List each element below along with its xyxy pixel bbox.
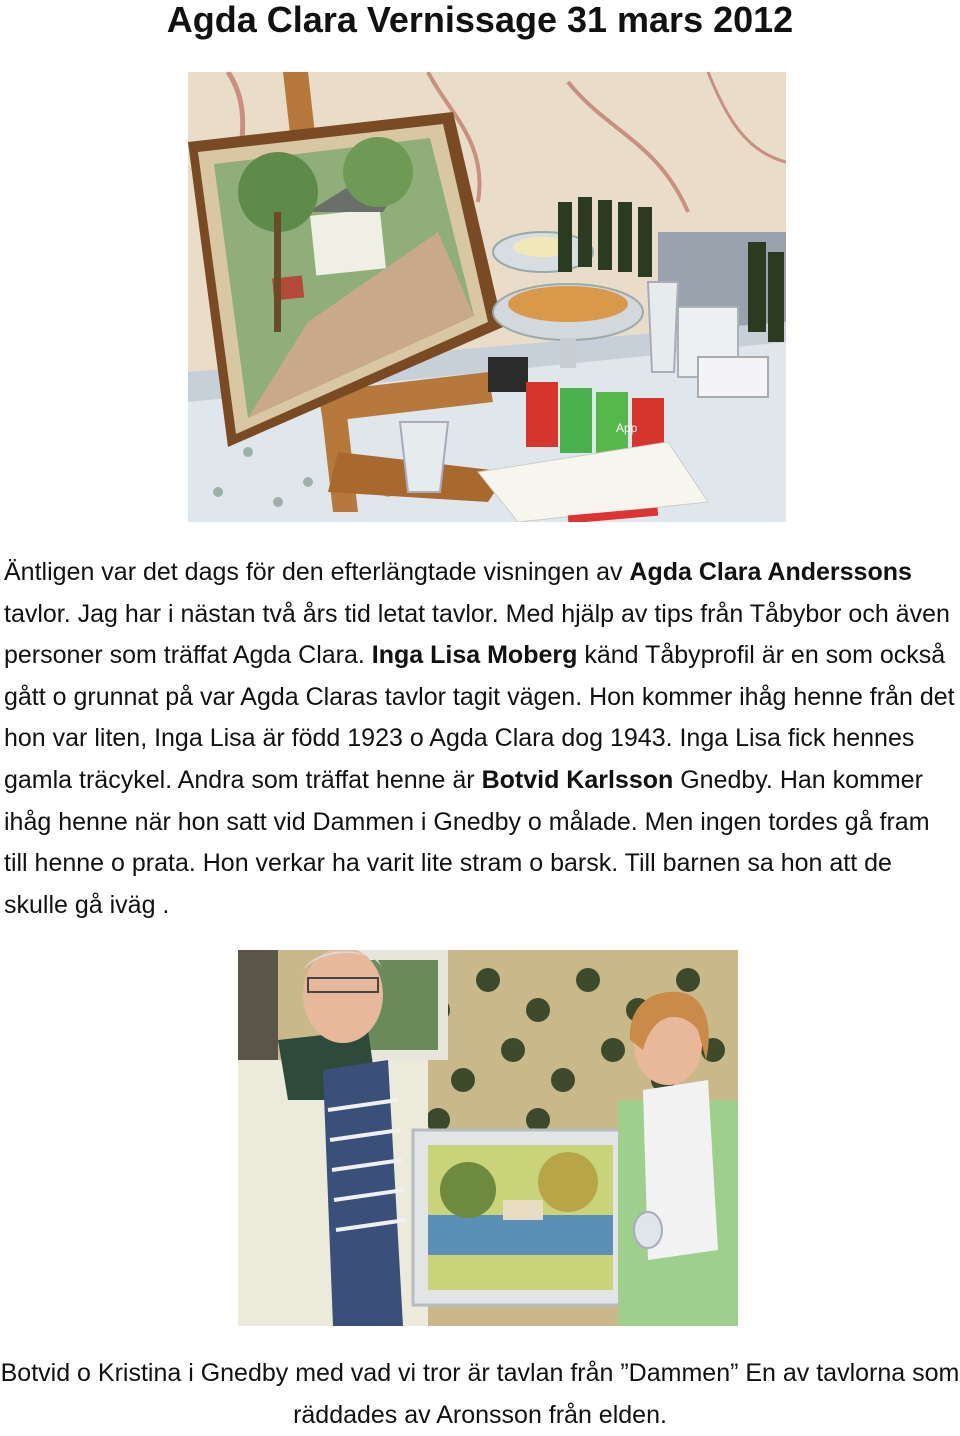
page-title: Agda Clara Vernissage 31 mars 2012 — [166, 0, 794, 40]
article-bold-name: Inga Lisa Moberg — [371, 641, 578, 670]
article-text-segment: Gnedby. Han kommer ihåg henne när hon satt vid Dammen i Gnedby o målade. Men ingen tordes gå fram till henne o prata. Hon verkar ha varit lite stram o barsk. Till barnen sa hon att de skulle gå iväg . — [4, 765, 930, 919]
juice-pack-label: App — [616, 421, 638, 435]
photo-vernissage-table — [188, 72, 786, 522]
article-text-segment: Äntligen var det dags för den efterlängtade visningen av — [4, 558, 630, 586]
photo-botvid-kristina — [238, 950, 738, 1326]
article-text — [4, 552, 960, 926]
article-bold-name: Agda Clara Anderssons — [629, 558, 912, 586]
photo-caption: Botvid o Kristina i Gnedby med vad vi tror är tavlan från ”Dammen” En av tavlorna som räddades av Aronsson från elden. — [0, 1359, 960, 1429]
article-text-segment: tavlor. Jag har i nästan två års tid letat tavlor. Med hjälp av tips från Tåbybor och även personer som träffat Agda Clara. — [4, 599, 950, 670]
article-bold-name: Botvid Karlsson — [481, 765, 674, 794]
article-text-segment: känd Tåbyprofil är en som också gått o grunnat på var Agda Claras tavlor tagit vägen. Hon kommer ihåg henne från det hon var liten, Inga Lisa är född 1923 o Agda Clara dog 1943. Inga Lisa fick hennes gamla träcykel. Andra som träffat henne är — [4, 641, 955, 794]
